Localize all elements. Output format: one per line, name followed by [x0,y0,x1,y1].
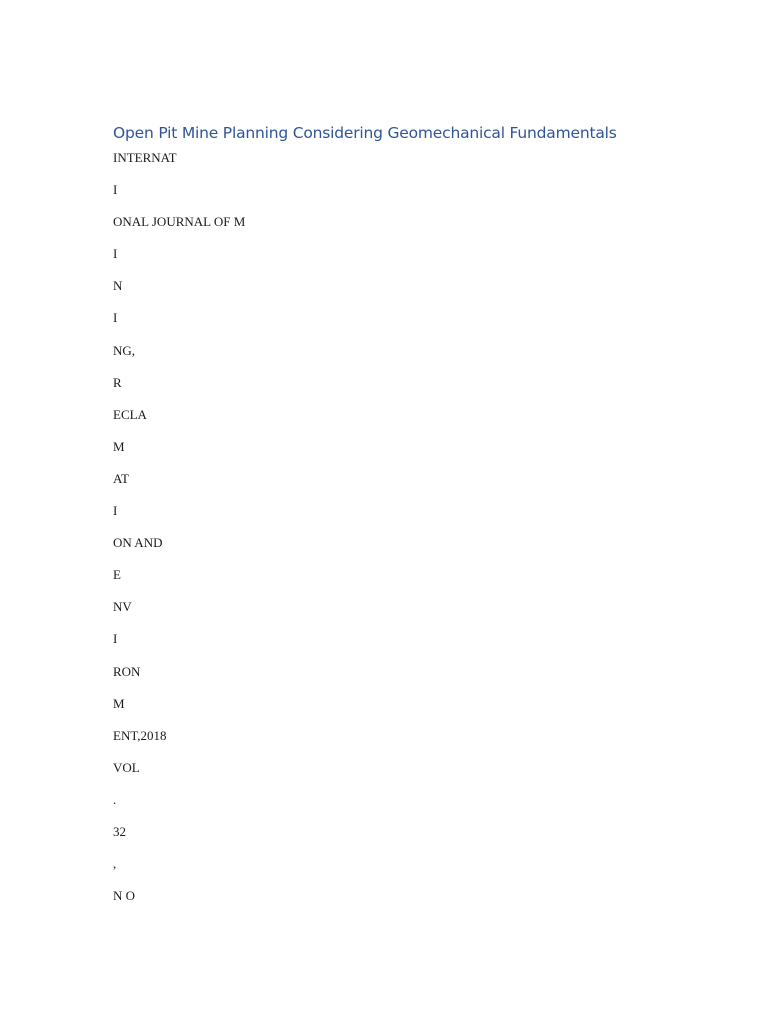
text-line: E [113,567,121,583]
text-line: NV [113,599,132,615]
text-line: ECLA [113,406,147,422]
text-line: I [113,182,118,198]
text-line: M [113,695,125,711]
text-line: ENT,2018 [113,727,167,743]
text-line: AT [113,470,129,486]
text-line: VOL [113,759,140,775]
text-line: I [113,631,118,647]
text-line: I [113,310,118,326]
text-line: INTERNAT [113,150,177,165]
text-line: ON AND [113,535,163,551]
text-line: . [113,791,117,807]
document-body [113,151,245,921]
text-line: NG, [113,342,136,358]
text-line: M [113,438,125,454]
text-line: N O [113,888,136,904]
text-line: , [113,856,117,872]
text-line: R [113,374,122,390]
text-line: 32 [113,823,126,839]
document-title: Open Pit Mine Planning Considering Geomechanical Fundamentals [113,124,617,142]
text-line: ONAL JOURNAL OF M [113,214,246,230]
text-line: I [113,503,118,519]
text-line: RON [113,663,141,679]
text-line: N [113,278,123,294]
text-line: I [113,246,118,262]
